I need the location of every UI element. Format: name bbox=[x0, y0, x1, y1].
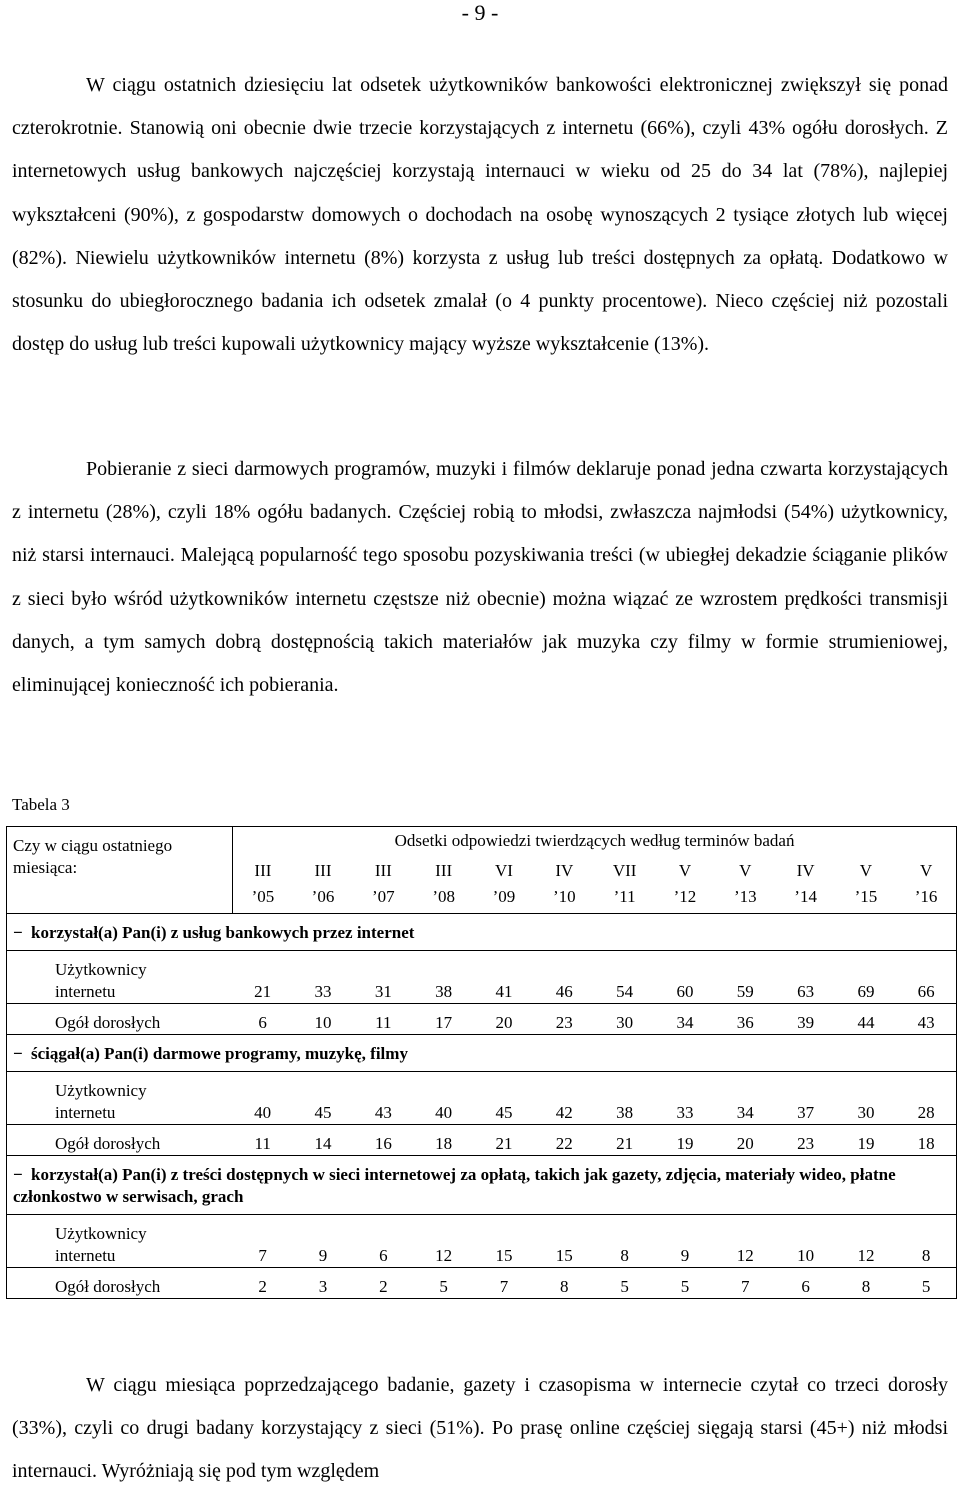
value-cell: 17 bbox=[413, 1004, 473, 1035]
term-month: V bbox=[919, 861, 933, 880]
value-cell: 60 bbox=[655, 951, 715, 1004]
value-cell: 12 bbox=[836, 1215, 896, 1268]
row-label bbox=[7, 1072, 233, 1125]
value-cell: 9 bbox=[293, 1215, 353, 1268]
value-cell: 40 bbox=[413, 1072, 473, 1125]
value-cell: 21 bbox=[594, 1125, 654, 1156]
paragraph-downloading: Pobieranie z sieci darmowych programów, muzyki i filmów deklaruje ponad jedna czwarta korzystających z internetu (28%), czyli 18% ogółu badanych. Częściej robią to młodsi, zwłaszcza najmłodsi (54%) użytkownicy, niż starsi internauci. Malejącą popularność tego sposobu pozyskiwania treści (w ubiegłej dekadzie ściąganie plików z sieci było wśród użytkowników internetu częstsze niż obecnie) można wiązać ze wzrostem prędkości transmisji danych, a tym samych dobrą dostępnością takich materiałów jak muzyka czy filmy w formie strumieniowej, eliminującej konieczność ich pobierania. bbox=[12, 458, 948, 697]
value-cell: 54 bbox=[594, 951, 654, 1004]
term-year: ’06 bbox=[311, 887, 335, 906]
value-cell: 28 bbox=[896, 1072, 957, 1125]
section-dash: − bbox=[13, 1165, 23, 1184]
term-year: ’08 bbox=[432, 887, 455, 906]
term-header bbox=[655, 855, 715, 914]
row-label bbox=[7, 1125, 233, 1156]
term-header bbox=[293, 855, 353, 914]
value-cell: 34 bbox=[715, 1072, 775, 1125]
value-cell: 59 bbox=[715, 951, 775, 1004]
term-month: V bbox=[678, 861, 692, 880]
table-row bbox=[7, 1215, 957, 1268]
table-row bbox=[7, 1268, 957, 1299]
term-header bbox=[775, 855, 835, 914]
term-month: III bbox=[254, 861, 272, 880]
value-cell: 8 bbox=[534, 1268, 594, 1299]
value-cell: 23 bbox=[534, 1004, 594, 1035]
value-cell: 2 bbox=[233, 1268, 293, 1299]
term-header bbox=[836, 855, 896, 914]
value-cell: 22 bbox=[534, 1125, 594, 1156]
value-cell: 20 bbox=[715, 1125, 775, 1156]
value-cell: 10 bbox=[775, 1215, 835, 1268]
row-label-line: internetu bbox=[55, 1246, 116, 1265]
term-year: ’10 bbox=[552, 887, 576, 906]
term-year: ’13 bbox=[733, 887, 757, 906]
row-label-line: Użytkownicy bbox=[55, 960, 147, 979]
value-cell: 40 bbox=[233, 1072, 293, 1125]
value-cell: 42 bbox=[534, 1072, 594, 1125]
term-header bbox=[715, 855, 775, 914]
term-header bbox=[233, 855, 293, 914]
value-cell: 31 bbox=[353, 951, 413, 1004]
value-cell: 12 bbox=[715, 1215, 775, 1268]
table-row bbox=[7, 1125, 957, 1156]
row-label-line: Ogół dorosłych bbox=[55, 1013, 161, 1032]
value-cell: 10 bbox=[293, 1004, 353, 1035]
value-cell: 21 bbox=[474, 1125, 534, 1156]
value-cell: 37 bbox=[775, 1072, 835, 1125]
section-row bbox=[7, 1035, 957, 1072]
section-title-cell bbox=[7, 1156, 957, 1215]
term-month: IV bbox=[796, 861, 815, 880]
row-label bbox=[7, 1215, 233, 1268]
term-header bbox=[474, 855, 534, 914]
term-year: ’14 bbox=[794, 887, 817, 906]
value-cell: 38 bbox=[413, 951, 473, 1004]
section-title-cell bbox=[7, 914, 957, 951]
term-month: VI bbox=[495, 861, 513, 880]
survey-table bbox=[6, 826, 957, 1299]
term-year: ’12 bbox=[673, 887, 697, 906]
value-cell: 44 bbox=[836, 1004, 896, 1035]
value-cell: 43 bbox=[896, 1004, 957, 1035]
section-title: korzystał(a) Pan(i) z usług bankowych przez internet bbox=[31, 923, 415, 942]
value-cell: 7 bbox=[474, 1268, 534, 1299]
table-row bbox=[7, 951, 957, 1004]
row-label-line: Użytkownicy bbox=[55, 1081, 147, 1100]
value-cell: 11 bbox=[353, 1004, 413, 1035]
value-cell: 36 bbox=[715, 1004, 775, 1035]
table-row bbox=[7, 1072, 957, 1125]
value-cell: 20 bbox=[474, 1004, 534, 1035]
value-cell: 8 bbox=[594, 1215, 654, 1268]
value-cell: 11 bbox=[233, 1125, 293, 1156]
term-year: ’15 bbox=[854, 887, 878, 906]
value-cell: 23 bbox=[775, 1125, 835, 1156]
term-month: III bbox=[314, 861, 332, 880]
row-label-line: Użytkownicy bbox=[55, 1224, 147, 1243]
value-cell: 39 bbox=[775, 1004, 835, 1035]
row-label-line: internetu bbox=[55, 982, 116, 1001]
value-cell: 5 bbox=[655, 1268, 715, 1299]
term-year: ’09 bbox=[492, 887, 516, 906]
term-month: III bbox=[435, 861, 453, 880]
value-cell: 2 bbox=[353, 1268, 413, 1299]
value-cell: 19 bbox=[836, 1125, 896, 1156]
value-cell: 18 bbox=[413, 1125, 473, 1156]
value-cell: 45 bbox=[474, 1072, 534, 1125]
term-header bbox=[353, 855, 413, 914]
table-row bbox=[7, 1004, 957, 1035]
value-cell: 63 bbox=[775, 951, 835, 1004]
value-cell: 18 bbox=[896, 1125, 957, 1156]
term-month: IV bbox=[555, 861, 574, 880]
value-cell: 3 bbox=[293, 1268, 353, 1299]
row-label-line: Ogół dorosłych bbox=[55, 1134, 161, 1153]
value-cell: 21 bbox=[233, 951, 293, 1004]
term-year: ’16 bbox=[914, 887, 938, 906]
row-label-line: Ogół dorosłych bbox=[55, 1277, 161, 1296]
term-header bbox=[534, 855, 594, 914]
section-title-cell bbox=[7, 1035, 957, 1072]
section-dash: − bbox=[13, 1044, 23, 1063]
term-header bbox=[594, 855, 654, 914]
value-cell: 34 bbox=[655, 1004, 715, 1035]
value-cell: 43 bbox=[353, 1072, 413, 1125]
value-cell: 5 bbox=[896, 1268, 957, 1299]
table-caption: Tabela 3 bbox=[12, 795, 70, 814]
term-year: ’07 bbox=[371, 887, 395, 906]
value-cell: 33 bbox=[655, 1072, 715, 1125]
row-label bbox=[7, 1268, 233, 1299]
page-number: - 9 - bbox=[461, 0, 499, 25]
value-cell: 66 bbox=[896, 951, 957, 1004]
value-cell: 8 bbox=[836, 1268, 896, 1299]
value-cell: 38 bbox=[594, 1072, 654, 1125]
paragraph-press: W ciągu miesiąca poprzedzającego badanie, gazety i czasopisma w internecie czytał co trzeci dorosły (33%), czyli co drugi badany korzystający z sieci (51%). Po prasę online częściej sięgają starsi (45+) niż młodsi internauci. Wyróżniają się pod tym względem bbox=[12, 1374, 948, 1483]
term-month: VII bbox=[612, 861, 637, 880]
section-title: korzystał(a) Pan(i) z treści dostępnych w sieci internetowej za opłatą, takich jak gazety, zdjęcia, materiały wideo, płatne członkostwo w serwisach, grach bbox=[13, 1165, 896, 1206]
value-cell: 16 bbox=[353, 1125, 413, 1156]
value-cell: 6 bbox=[233, 1004, 293, 1035]
value-cell: 6 bbox=[775, 1268, 835, 1299]
value-cell: 7 bbox=[715, 1268, 775, 1299]
header-title: Odsetki odpowiedzi twierdzących według terminów badań bbox=[233, 827, 957, 856]
term-year: ’11 bbox=[613, 887, 636, 906]
value-cell: 5 bbox=[413, 1268, 473, 1299]
value-cell: 5 bbox=[594, 1268, 654, 1299]
value-cell: 69 bbox=[836, 951, 896, 1004]
value-cell: 6 bbox=[353, 1215, 413, 1268]
value-cell: 41 bbox=[474, 951, 534, 1004]
term-year: ’05 bbox=[251, 887, 275, 906]
value-cell: 8 bbox=[896, 1215, 957, 1268]
value-cell: 30 bbox=[836, 1072, 896, 1125]
value-cell: 7 bbox=[233, 1215, 293, 1268]
question-header: Czy w ciągu ostatniego miesiąca: bbox=[7, 827, 233, 914]
term-header bbox=[896, 855, 957, 914]
value-cell: 12 bbox=[413, 1215, 473, 1268]
term-header bbox=[413, 855, 473, 914]
value-cell: 14 bbox=[293, 1125, 353, 1156]
row-label-line: internetu bbox=[55, 1103, 116, 1122]
table-header-row bbox=[7, 827, 957, 856]
section-row bbox=[7, 1156, 957, 1215]
value-cell: 15 bbox=[474, 1215, 534, 1268]
value-cell: 9 bbox=[655, 1215, 715, 1268]
section-title: ściągał(a) Pan(i) darmowe programy, muzykę, filmy bbox=[31, 1044, 408, 1063]
value-cell: 33 bbox=[293, 951, 353, 1004]
value-cell: 30 bbox=[594, 1004, 654, 1035]
section-row bbox=[7, 914, 957, 951]
value-cell: 46 bbox=[534, 951, 594, 1004]
value-cell: 15 bbox=[534, 1215, 594, 1268]
term-month: III bbox=[374, 861, 392, 880]
value-cell: 19 bbox=[655, 1125, 715, 1156]
term-month: V bbox=[739, 861, 752, 880]
paragraph-banking: W ciągu ostatnich dziesięciu lat odsetek użytkowników bankowości elektronicznej zwiększył się ponad czterokrotnie. Stanowią oni obecnie dwie trzecie korzystających z internetu (66%), czyli 43% ogółu dorosłych. Z internetowych usług bankowych najczęściej korzystają internauci w wieku od 25 do 34 lat (78%), najlepiej wykształceni (90%), z gospodarstw domowych o dochodach na osobę wynoszących 2 tysiące złotych lub więcej (82%). Niewielu użytkowników internetu (8%) korzysta z usług lub treści dostępnych za opłatą. Dodatkowo w stosunku do ubiegłorocznego badania ich odsetek zmalał (o 4 punkty procentowe). Nieco częściej niż pozostali dostęp do usług lub treści kupowali użytkownicy mający wyższe wykształcenie (13%). bbox=[12, 74, 948, 356]
row-label bbox=[7, 951, 233, 1004]
term-month: V bbox=[859, 861, 873, 880]
value-cell: 45 bbox=[293, 1072, 353, 1125]
section-dash: − bbox=[13, 923, 23, 942]
row-label bbox=[7, 1004, 233, 1035]
